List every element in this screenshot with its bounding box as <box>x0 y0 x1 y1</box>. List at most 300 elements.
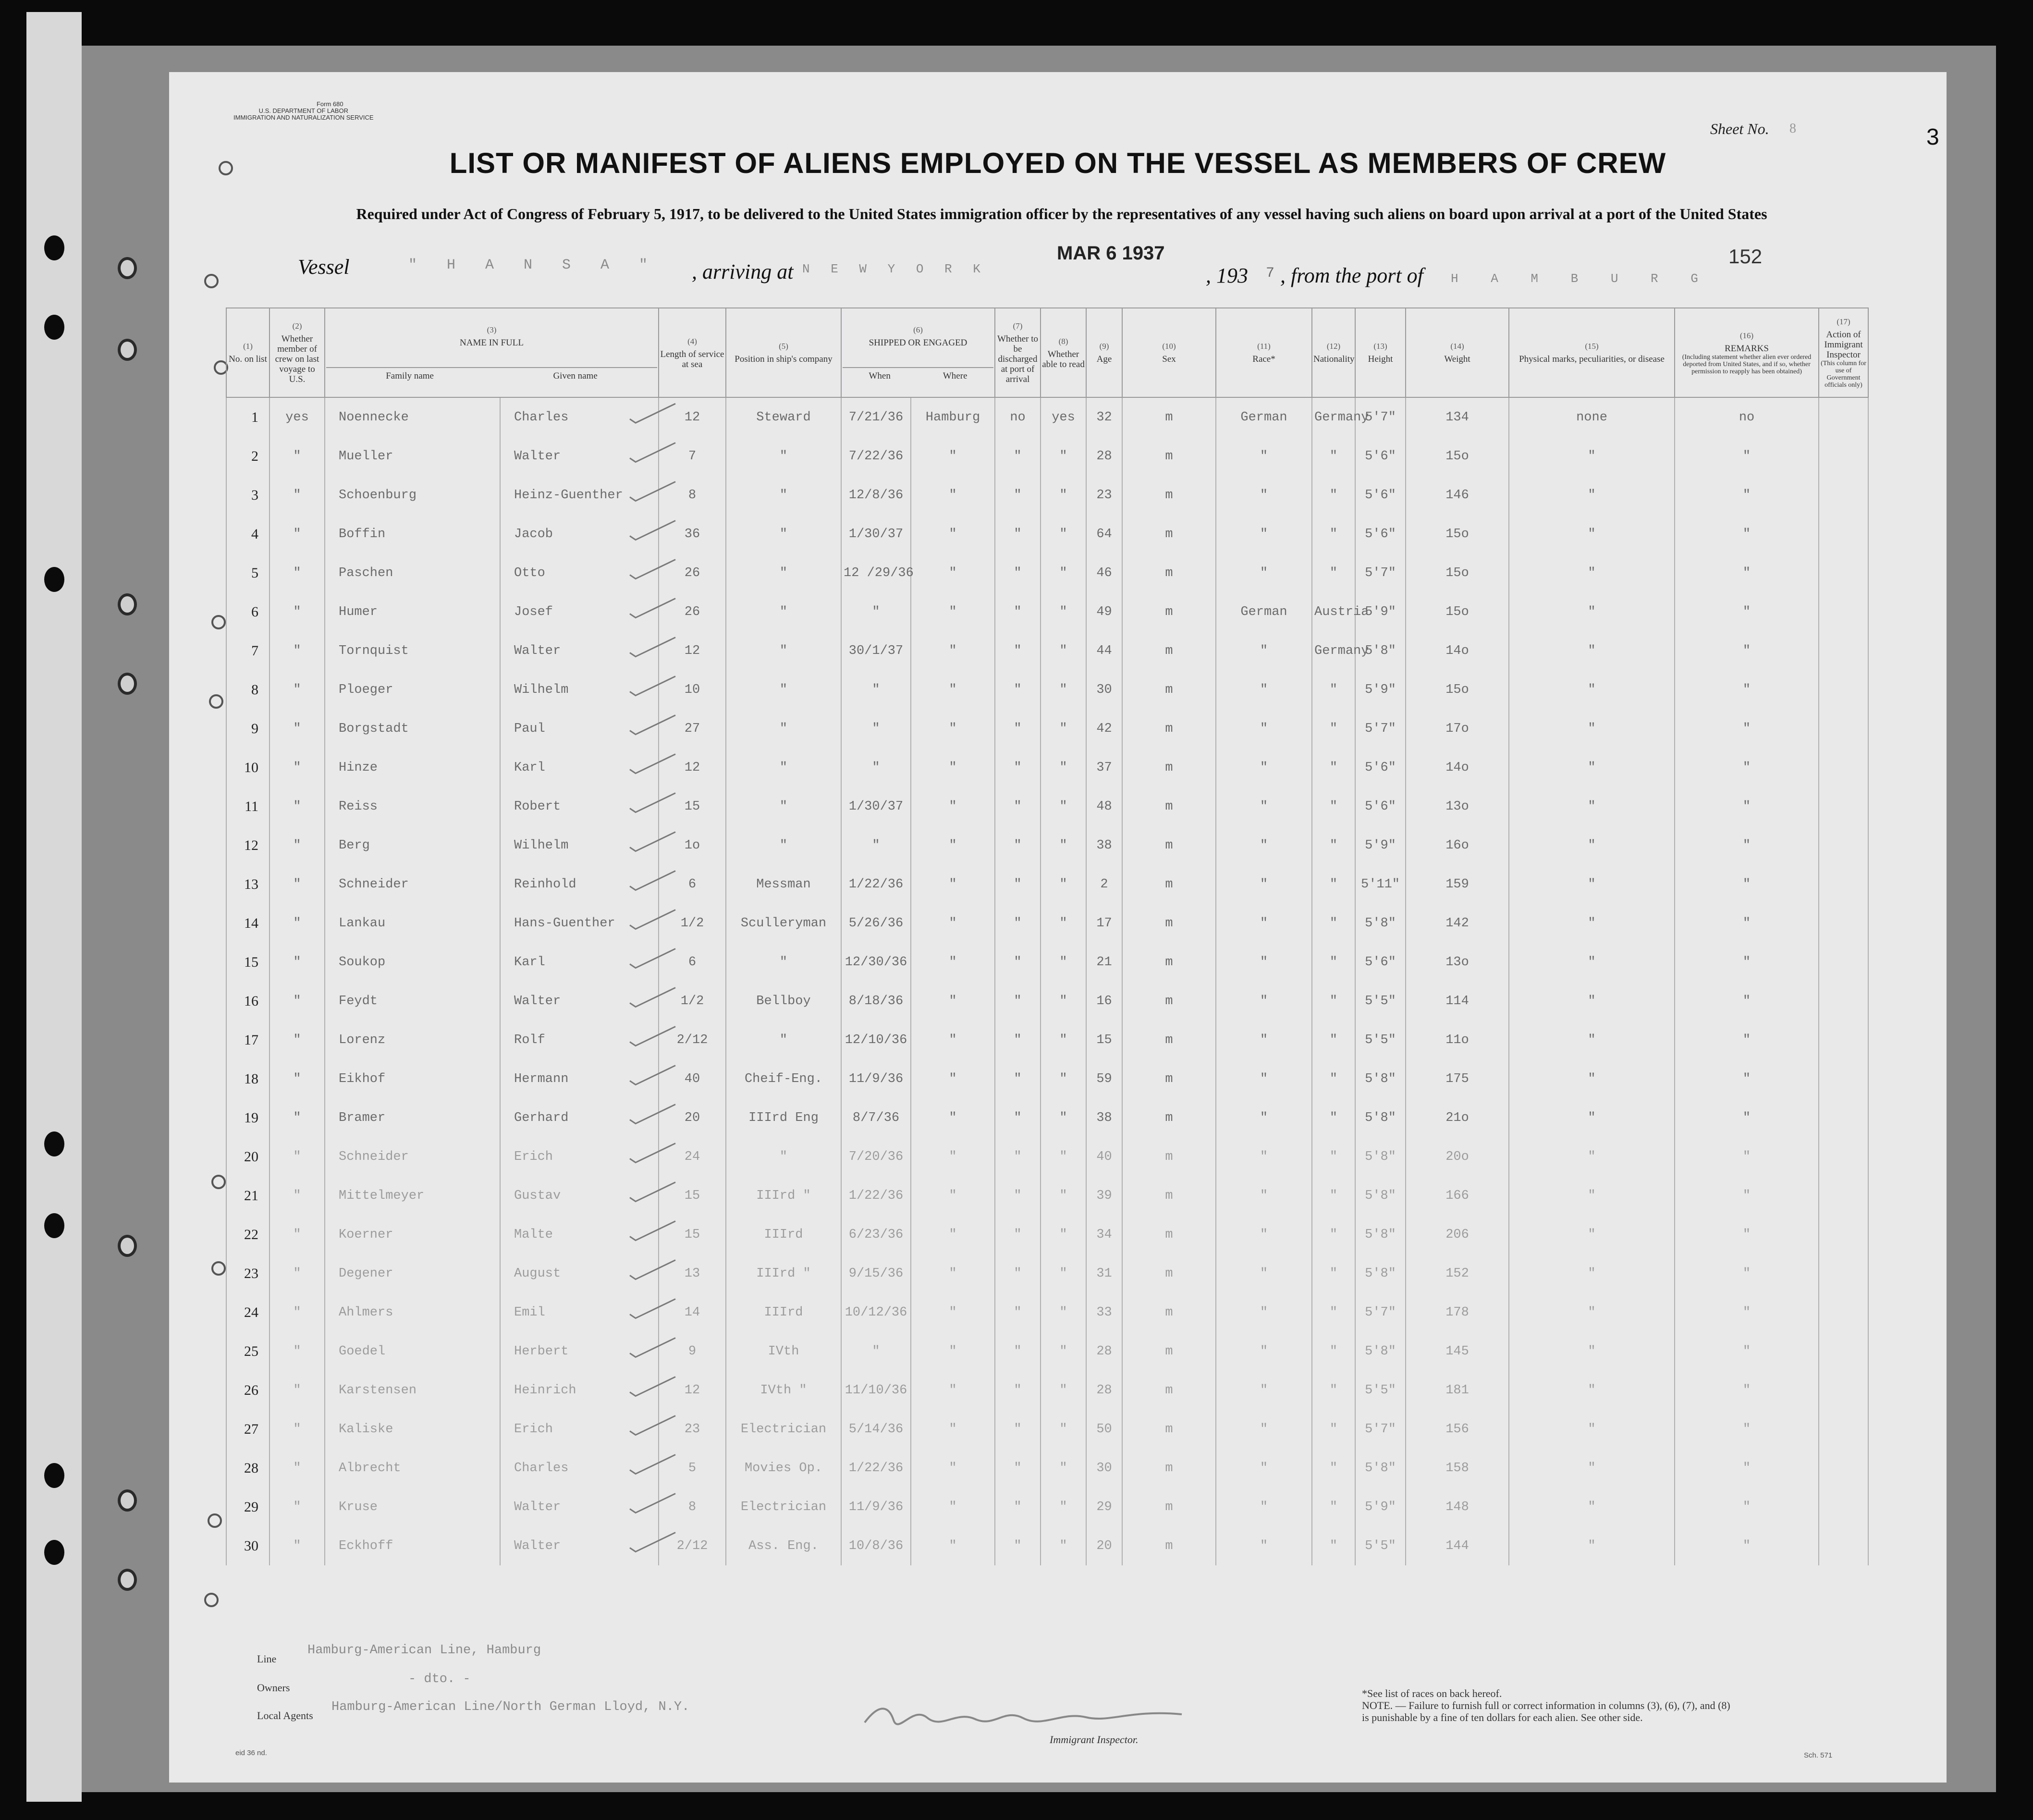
punch-hole <box>44 235 64 260</box>
cell-read: " <box>1041 1176 1086 1215</box>
cell-given-name: Erich <box>500 1137 659 1176</box>
cell-sex: m <box>1122 1176 1216 1215</box>
cell-no: 6 <box>226 592 269 631</box>
pin-mark <box>208 1513 222 1528</box>
cell-nationality: " <box>1312 709 1355 748</box>
cell-service: 20 <box>659 1098 726 1137</box>
table-row <box>226 631 1868 670</box>
cell-marks: " <box>1509 1332 1675 1371</box>
cell-no: 16 <box>226 982 269 1021</box>
footer-note <box>1362 1687 1737 1723</box>
cell-position: IIIrd " <box>726 1254 841 1293</box>
cell-service: 8 <box>659 476 726 515</box>
cell-family-name: Tornquist <box>325 631 500 670</box>
table-row <box>226 1176 1868 1215</box>
cell-remarks: " <box>1675 826 1819 865</box>
cell-read: " <box>1041 826 1086 865</box>
cell-marks: " <box>1509 670 1675 709</box>
cell-sex: m <box>1122 1059 1216 1098</box>
cell-marks: " <box>1509 631 1675 670</box>
table-row <box>226 1059 1868 1098</box>
cell-remarks: " <box>1675 1021 1819 1059</box>
cell-inspector-action <box>1819 515 1868 553</box>
cell-no: 2 <box>226 437 269 476</box>
cell-family-name: Schoenburg <box>325 476 500 515</box>
cell-no: 13 <box>226 865 269 904</box>
cell-sex: m <box>1122 1254 1216 1293</box>
cell-height: 5'7" <box>1355 709 1406 748</box>
cell-family-name: Schneider <box>325 865 500 904</box>
cell-no: 1 <box>226 397 269 437</box>
cell-family-name: Berg <box>325 826 500 865</box>
cell-service: 8 <box>659 1488 726 1526</box>
cell-given-name: Wilhelm <box>500 826 659 865</box>
cell-where: " <box>911 553 995 592</box>
cell-given-name: Gerhard <box>500 1098 659 1137</box>
cell-family-name: Eikhof <box>325 1059 500 1098</box>
table-row <box>226 1526 1868 1565</box>
cell-where: " <box>911 1215 995 1254</box>
cell-given-name: Walter <box>500 1488 659 1526</box>
cell-when: 8/7/36 <box>841 1098 911 1137</box>
cell-family-name: Soukop <box>325 943 500 982</box>
header-weight: (14) Weight <box>1406 308 1509 397</box>
cell-when: 5/26/36 <box>841 904 911 943</box>
cell-no: 19 <box>226 1098 269 1137</box>
cell-where: " <box>911 1449 995 1488</box>
cell-position: IVth " <box>726 1371 841 1410</box>
cell-nationality: " <box>1312 1021 1355 1059</box>
cell-remarks: " <box>1675 1410 1819 1449</box>
cell-when: 1/22/36 <box>841 1176 911 1215</box>
cell-weight: 13o <box>1406 787 1509 826</box>
cell-no: 17 <box>226 1021 269 1059</box>
cell-discharged: " <box>995 553 1041 592</box>
cell-crew: " <box>269 709 325 748</box>
cell-read: " <box>1041 904 1086 943</box>
header-where: Where <box>943 370 968 381</box>
cell-nationality: " <box>1312 515 1355 553</box>
cell-age: 46 <box>1086 553 1122 592</box>
cell-race: " <box>1216 1332 1312 1371</box>
cell-marks: " <box>1509 1098 1675 1137</box>
cell-where: " <box>911 826 995 865</box>
cell-crew: " <box>269 1410 325 1449</box>
punch-hole <box>44 1131 64 1156</box>
header-height: (13) Height <box>1355 308 1406 397</box>
cell-when: 6/23/36 <box>841 1215 911 1254</box>
print-code: eid 36 nd. <box>235 1749 267 1757</box>
cell-sex: m <box>1122 1137 1216 1176</box>
cell-inspector-action <box>1819 1254 1868 1293</box>
cell-crew: " <box>269 826 325 865</box>
cell-family-name: Humer <box>325 592 500 631</box>
cell-service: 15 <box>659 787 726 826</box>
cell-marks: " <box>1509 1137 1675 1176</box>
cell-remarks: " <box>1675 553 1819 592</box>
cell-race: " <box>1216 1488 1312 1526</box>
cell-inspector-action <box>1819 826 1868 865</box>
cell-inspector-action <box>1819 904 1868 943</box>
cell-where: " <box>911 1254 995 1293</box>
table-row <box>226 787 1868 826</box>
pin-mark <box>204 274 219 288</box>
cell-sex: m <box>1122 1215 1216 1254</box>
cell-nationality: " <box>1312 787 1355 826</box>
cell-read: " <box>1041 1137 1086 1176</box>
cell-service: 23 <box>659 1410 726 1449</box>
cell-marks: " <box>1509 787 1675 826</box>
cell-position: " <box>726 826 841 865</box>
cell-given-name: Malte <box>500 1215 659 1254</box>
cell-crew: " <box>269 437 325 476</box>
cell-marks: " <box>1509 592 1675 631</box>
header-position: (5) Position in ship's company <box>726 308 841 397</box>
cell-family-name: Eckhoff <box>325 1526 500 1565</box>
cell-read: " <box>1041 1021 1086 1059</box>
cell-remarks: " <box>1675 1059 1819 1098</box>
cell-nationality: " <box>1312 748 1355 787</box>
table-row <box>226 1371 1868 1410</box>
cell-family-name: Goedel <box>325 1332 500 1371</box>
cell-sex: m <box>1122 943 1216 982</box>
cell-marks: " <box>1509 1021 1675 1059</box>
cell-read: " <box>1041 1488 1086 1526</box>
cell-height: 5'7" <box>1355 1293 1406 1332</box>
cell-when: 7/20/36 <box>841 1137 911 1176</box>
cell-race: " <box>1216 904 1312 943</box>
cell-height: 5'8" <box>1355 631 1406 670</box>
cell-discharged: " <box>995 1021 1041 1059</box>
cell-family-name: Ploeger <box>325 670 500 709</box>
cell-race: " <box>1216 709 1312 748</box>
cell-race: " <box>1216 553 1312 592</box>
cell-service: 7 <box>659 437 726 476</box>
cell-where: " <box>911 943 995 982</box>
cell-where: " <box>911 515 995 553</box>
cell-when: " <box>841 826 911 865</box>
penalty-note: NOTE. — Failure to furnish full or correct information in columns (3), (6), (7), and (8) is punishable by a fine of ten dollars for each alien. See other side. <box>1362 1699 1730 1723</box>
cell-age: 59 <box>1086 1059 1122 1098</box>
cell-age: 23 <box>1086 476 1122 515</box>
list-number: 152 <box>1728 245 1763 268</box>
cell-remarks: " <box>1675 1098 1819 1137</box>
cell-read: " <box>1041 670 1086 709</box>
cell-position: IIIrd <box>726 1293 841 1332</box>
cell-race: " <box>1216 1410 1312 1449</box>
cell-family-name: Degener <box>325 1254 500 1293</box>
cell-marks: " <box>1509 1293 1675 1332</box>
cell-marks: " <box>1509 476 1675 515</box>
cell-remarks: " <box>1675 865 1819 904</box>
cell-when: 7/21/36 <box>841 397 911 437</box>
cell-where: " <box>911 1410 995 1449</box>
header-when: When <box>869 370 891 381</box>
cell-nationality: " <box>1312 1215 1355 1254</box>
cell-no: 18 <box>226 1059 269 1098</box>
cell-read: " <box>1041 553 1086 592</box>
cell-marks: " <box>1509 1410 1675 1449</box>
cell-no: 20 <box>226 1137 269 1176</box>
cell-sex: m <box>1122 437 1216 476</box>
cell-weight: 156 <box>1406 1410 1509 1449</box>
cell-race: German <box>1216 397 1312 437</box>
cell-age: 40 <box>1086 1137 1122 1176</box>
year-value: 7 <box>1266 265 1275 282</box>
header-inspector: (17) Action of Immigrant Inspector (This column for use of Government officials only) <box>1819 308 1868 397</box>
cell-weight: 14o <box>1406 748 1509 787</box>
cell-when: 1/22/36 <box>841 1449 911 1488</box>
cell-given-name: Charles <box>500 397 659 437</box>
vessel-label: Vessel <box>298 255 350 279</box>
cell-position: Sculleryman <box>726 904 841 943</box>
cell-crew: " <box>269 1137 325 1176</box>
cell-when: 9/15/36 <box>841 1254 911 1293</box>
cell-marks: " <box>1509 1488 1675 1526</box>
cell-remarks: " <box>1675 1215 1819 1254</box>
cell-discharged: " <box>995 826 1041 865</box>
cell-given-name: Reinhold <box>500 865 659 904</box>
cell-given-name: Walter <box>500 437 659 476</box>
cell-height: 5'5" <box>1355 982 1406 1021</box>
cell-age: 28 <box>1086 1332 1122 1371</box>
cell-height: 5'8" <box>1355 1449 1406 1488</box>
cell-no: 21 <box>226 1176 269 1215</box>
header-sex: (10) Sex <box>1122 308 1216 397</box>
cell-remarks: " <box>1675 1488 1819 1526</box>
cell-sex: m <box>1122 1098 1216 1137</box>
cell-nationality: " <box>1312 1059 1355 1098</box>
cell-sex: m <box>1122 787 1216 826</box>
cell-height: 5'8" <box>1355 1215 1406 1254</box>
table-row <box>226 1254 1868 1293</box>
cell-crew: " <box>269 1098 325 1137</box>
cell-race: German <box>1216 592 1312 631</box>
cell-where: " <box>911 787 995 826</box>
cell-service: 12 <box>659 748 726 787</box>
table-row <box>226 1137 1868 1176</box>
owners-value: - dto. - <box>408 1672 471 1686</box>
cell-weight: 142 <box>1406 904 1509 943</box>
cell-where: " <box>911 904 995 943</box>
cell-inspector-action <box>1819 476 1868 515</box>
table-row <box>226 1410 1868 1449</box>
cell-height: 5'8" <box>1355 1176 1406 1215</box>
punch-hole <box>44 1540 64 1565</box>
cell-race: " <box>1216 826 1312 865</box>
cell-where: " <box>911 1176 995 1215</box>
cell-read: " <box>1041 1293 1086 1332</box>
cell-where: " <box>911 1488 995 1526</box>
table-row <box>226 397 1868 437</box>
year-label: , 193 <box>1206 264 1248 287</box>
cell-when: 11/9/36 <box>841 1488 911 1526</box>
cell-crew: " <box>269 515 325 553</box>
cell-weight: 15o <box>1406 592 1509 631</box>
table-row <box>226 1293 1868 1332</box>
cell-race: " <box>1216 1526 1312 1565</box>
cell-position: Messman <box>726 865 841 904</box>
cell-discharged: " <box>995 1449 1041 1488</box>
cell-sex: m <box>1122 553 1216 592</box>
cell-sex: m <box>1122 1488 1216 1526</box>
table-row <box>226 1449 1868 1488</box>
cell-family-name: Mittelmeyer <box>325 1176 500 1215</box>
cell-marks: " <box>1509 1371 1675 1410</box>
cell-age: 49 <box>1086 592 1122 631</box>
cell-nationality: " <box>1312 1410 1355 1449</box>
cell-height: 5'9" <box>1355 826 1406 865</box>
corner-mark: 3 <box>1926 124 1939 150</box>
cell-age: 33 <box>1086 1293 1122 1332</box>
cell-when: " <box>841 670 911 709</box>
table-row <box>226 1488 1868 1526</box>
pin-mark <box>211 1261 226 1276</box>
line-label: Line <box>257 1653 277 1665</box>
cell-discharged: " <box>995 1137 1041 1176</box>
cell-marks: " <box>1509 904 1675 943</box>
cell-age: 42 <box>1086 709 1122 748</box>
cell-crew: " <box>269 1059 325 1098</box>
cell-weight: 15o <box>1406 437 1509 476</box>
cell-where: " <box>911 1293 995 1332</box>
race-note: *See list of races on back hereof. <box>1362 1687 1502 1699</box>
cell-race: " <box>1216 670 1312 709</box>
cell-discharged: " <box>995 904 1041 943</box>
cell-no: 8 <box>226 670 269 709</box>
cell-weight: 206 <box>1406 1215 1509 1254</box>
cell-sex: m <box>1122 670 1216 709</box>
cell-race: " <box>1216 1137 1312 1176</box>
inspector-signature <box>860 1701 1187 1730</box>
cell-remarks: " <box>1675 1371 1819 1410</box>
cell-family-name: Karstensen <box>325 1371 500 1410</box>
cell-inspector-action <box>1819 1526 1868 1565</box>
cell-marks: none <box>1509 397 1675 437</box>
cell-discharged: " <box>995 709 1041 748</box>
cell-service: 5 <box>659 1449 726 1488</box>
cell-given-name: Wilhelm <box>500 670 659 709</box>
cell-service: 10 <box>659 670 726 709</box>
cell-remarks: " <box>1675 748 1819 787</box>
cell-position: " <box>726 515 841 553</box>
table-row <box>226 904 1868 943</box>
from-port: H A M B U R G <box>1451 271 1711 286</box>
cell-remarks: " <box>1675 592 1819 631</box>
binder-ring <box>118 1489 137 1512</box>
cell-read: yes <box>1041 397 1086 437</box>
cell-no: 26 <box>226 1371 269 1410</box>
cell-remarks: " <box>1675 1254 1819 1293</box>
cell-race: " <box>1216 787 1312 826</box>
table-row <box>226 515 1868 553</box>
cell-position: IIIrd Eng <box>726 1098 841 1137</box>
header-discharged: (7) Whether to be discharged at port of arrival <box>995 308 1041 397</box>
table-row <box>226 1215 1868 1254</box>
cell-read: " <box>1041 437 1086 476</box>
cell-where: " <box>911 592 995 631</box>
cell-where: " <box>911 1371 995 1410</box>
sheet-number-label: Sheet No. <box>1710 120 1769 137</box>
cell-position: Bellboy <box>726 982 841 1021</box>
cell-age: 32 <box>1086 397 1122 437</box>
cell-remarks: " <box>1675 437 1819 476</box>
cell-age: 38 <box>1086 826 1122 865</box>
cell-service: 40 <box>659 1059 726 1098</box>
cell-height: 5'9" <box>1355 592 1406 631</box>
cell-crew: " <box>269 748 325 787</box>
cell-given-name: Walter <box>500 982 659 1021</box>
cell-when: 10/8/36 <box>841 1526 911 1565</box>
cell-where: " <box>911 631 995 670</box>
cell-race: " <box>1216 515 1312 553</box>
cell-sex: m <box>1122 1293 1216 1332</box>
cell-where: Hamburg <box>911 397 995 437</box>
cell-where: " <box>911 1021 995 1059</box>
cell-marks: " <box>1509 1254 1675 1293</box>
cell-family-name: Koerner <box>325 1215 500 1254</box>
cell-position: Cheif-Eng. <box>726 1059 841 1098</box>
cell-sex: m <box>1122 865 1216 904</box>
cell-crew: " <box>269 1332 325 1371</box>
cell-read: " <box>1041 1410 1086 1449</box>
cell-age: 37 <box>1086 748 1122 787</box>
binder-ring <box>118 593 137 615</box>
cell-nationality: " <box>1312 865 1355 904</box>
cell-discharged: " <box>995 476 1041 515</box>
cell-service: 15 <box>659 1176 726 1215</box>
cell-service: 15 <box>659 1215 726 1254</box>
cell-marks: " <box>1509 709 1675 748</box>
cell-inspector-action <box>1819 1371 1868 1410</box>
cell-race: " <box>1216 1021 1312 1059</box>
cell-sex: m <box>1122 826 1216 865</box>
cell-weight: 20o <box>1406 1137 1509 1176</box>
cell-where: " <box>911 982 995 1021</box>
cell-weight: 17o <box>1406 709 1509 748</box>
cell-age: 20 <box>1086 1526 1122 1565</box>
cell-nationality: " <box>1312 1293 1355 1332</box>
cell-crew: yes <box>269 397 325 437</box>
department-name: U.S. DEPARTMENT OF LABOR <box>258 107 348 114</box>
sheet-number-value: 8 <box>1789 121 1796 136</box>
table-row <box>226 1098 1868 1137</box>
cell-inspector-action <box>1819 1215 1868 1254</box>
cell-race: " <box>1216 943 1312 982</box>
cell-position: Electrician <box>726 1488 841 1526</box>
cell-given-name: August <box>500 1254 659 1293</box>
header-given-name: Given name <box>553 370 598 381</box>
agents-label: Local Agents <box>257 1709 313 1722</box>
cell-height: 5'8" <box>1355 1254 1406 1293</box>
table-row <box>226 982 1868 1021</box>
cell-discharged: " <box>995 515 1041 553</box>
cell-family-name: Albrecht <box>325 1449 500 1488</box>
header-marks: (15) Physical marks, peculiarities, or disease <box>1509 308 1675 397</box>
cell-position: Ass. Eng. <box>726 1526 841 1565</box>
cell-remarks: " <box>1675 515 1819 553</box>
cell-weight: 144 <box>1406 1526 1509 1565</box>
table-row <box>226 865 1868 904</box>
cell-family-name: Kruse <box>325 1488 500 1526</box>
cell-read: " <box>1041 1526 1086 1565</box>
cell-when: 11/9/36 <box>841 1059 911 1098</box>
cell-crew: " <box>269 904 325 943</box>
cell-nationality: Germany <box>1312 631 1355 670</box>
cell-height: 5'5" <box>1355 1371 1406 1410</box>
header-nationality: (12) Nationality <box>1312 308 1355 397</box>
cell-sex: m <box>1122 515 1216 553</box>
